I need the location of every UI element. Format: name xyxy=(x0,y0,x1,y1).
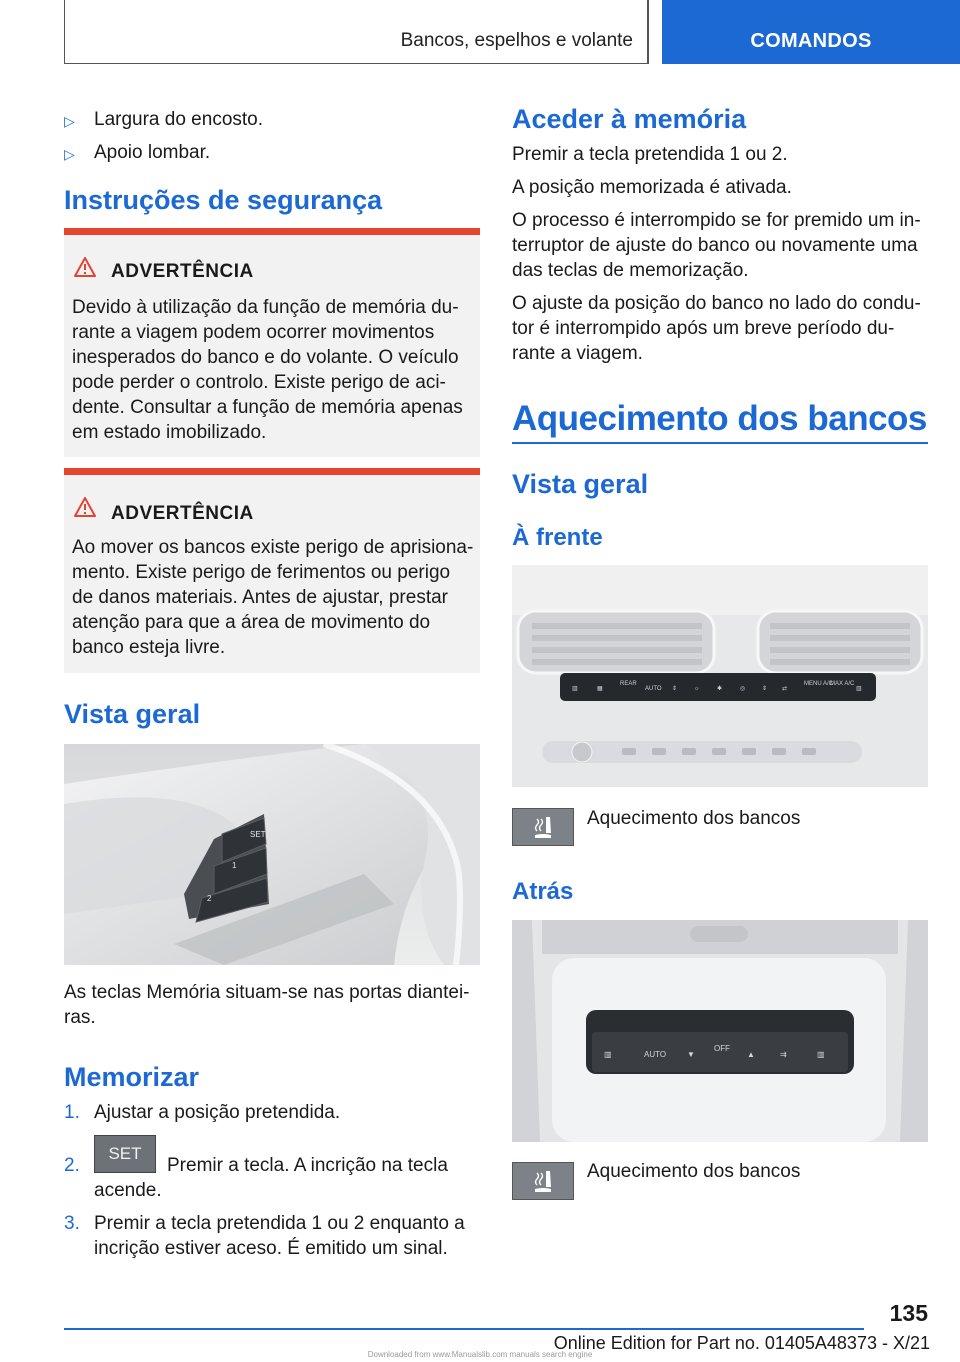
header-chapter-title: COMANDOS xyxy=(750,30,872,52)
door-memory-buttons-photo xyxy=(64,744,480,965)
warning-text: Devido à utilização da função de memória du- rante a viagem podem ocorrer movimentos inesperados do banco e do volante. O veículo pode perder o controlo. Existe perigo de aci- dente. Consultar a função de memória apenas em estado imobilizado. xyxy=(72,297,463,443)
warning-title: ADVERTÊNCIA xyxy=(111,503,254,524)
warning-box xyxy=(64,468,480,673)
warning-box xyxy=(64,228,480,457)
paragraph: Premir a tecla pretendida 1 ou 2. xyxy=(512,144,788,165)
edition-line: Online Edition for Part no. 01405A48373 - X/21 xyxy=(553,1333,930,1353)
svg-text:▥: ▥ xyxy=(817,1050,825,1059)
bullet-triangle-icon: ▷ xyxy=(64,146,75,162)
bullet-triangle-icon: ▷ xyxy=(64,113,75,129)
rear-panel-label-off: OFF xyxy=(714,1044,730,1053)
front-climate-panel-photo xyxy=(512,565,928,787)
rear-caption: Aquecimento dos bancos xyxy=(587,1161,801,1182)
page-number: 135 xyxy=(889,1300,928,1326)
paragraph: A posição memorizada é ativada. xyxy=(512,177,792,198)
door-button-1-label: 1 xyxy=(232,861,237,870)
header-section-title: Bancos, espelhos e volante xyxy=(400,30,633,51)
step-number: 2. xyxy=(64,1155,80,1176)
heading-rule xyxy=(512,442,928,444)
warning-triangle-icon xyxy=(74,257,96,277)
warning-text: Ao mover os bancos existe perigo de aprisiona- mento. Existe perigo de ferimentos ou perigo de danos materiais. Antes de ajustar, prestar atenção para que a área de movimento do banco esteja livre. xyxy=(72,537,474,658)
svg-text:▼: ▼ xyxy=(687,1050,695,1059)
svg-text:☼: ☼ xyxy=(694,686,700,692)
svg-text:▦: ▦ xyxy=(597,686,603,692)
step-number: 3. xyxy=(64,1213,80,1234)
door-button-set-label: SET xyxy=(250,830,266,839)
bullet-item xyxy=(64,107,484,132)
bullet-item xyxy=(64,140,484,165)
bullet-text: Apoio lombar. xyxy=(94,142,211,163)
svg-text:⇕: ⇕ xyxy=(762,686,768,692)
svg-text:▲: ▲ xyxy=(747,1050,755,1059)
paragraph: O processo é interrompido se for premido um in- terruptor de ajuste do banco ou novamente uma das teclas de memorização. xyxy=(512,210,921,281)
watermark: Downloaded from www.Manualslib.com manuals search engine xyxy=(367,1350,593,1359)
warning-triangle-icon xyxy=(74,497,96,517)
header-section-box xyxy=(64,0,649,64)
access-memory-heading: Aceder à memória xyxy=(512,104,747,134)
warning-title: ADVERTÊNCIA xyxy=(111,261,254,282)
rear-climate-panel-photo xyxy=(512,920,928,1142)
svg-text:▥: ▥ xyxy=(604,1050,612,1059)
rear-panel-label-auto: AUTO xyxy=(644,1050,667,1059)
bullet-text: Largura do encosto. xyxy=(94,109,264,130)
access-paragraphs xyxy=(512,142,932,366)
door-caption: As teclas Memória situam-se nas portas diantei- ras. xyxy=(64,982,470,1028)
rear-heading: Atrás xyxy=(512,878,574,905)
door-button-2-label: 2 xyxy=(207,894,212,903)
header-chapter-tab xyxy=(662,0,960,64)
footer-rule xyxy=(64,1328,864,1330)
step-item: 2. Premir a tecla. A incrição na tecla acende. xyxy=(64,1155,448,1201)
svg-text:▥: ▥ xyxy=(572,686,578,692)
svg-text:⇄: ⇄ xyxy=(782,686,788,692)
panel-label-max: MAX A/C xyxy=(830,681,855,687)
memorize-heading: Memorizar xyxy=(64,1062,200,1092)
front-caption: Aquecimento dos bancos xyxy=(587,808,801,829)
svg-text:⇉: ⇉ xyxy=(780,1050,787,1059)
overview-heading: Vista geral xyxy=(64,699,201,729)
svg-text:✱: ✱ xyxy=(717,686,723,692)
seat-heating-heading: Aquecimento dos bancos xyxy=(512,399,927,438)
svg-text:⇕: ⇕ xyxy=(672,686,678,692)
overview-heading-right: Vista geral xyxy=(512,469,649,499)
step-item: 3. Premir a tecla pretendida 1 ou 2 enquanto a incrição estiver aceso. É emitido um sinal. xyxy=(64,1213,465,1259)
panel-label-auto: AUTO xyxy=(645,686,662,692)
paragraph: O ajuste da posição do banco no lado do condu- tor é interrompido após um breve período du- rante a viagem. xyxy=(512,293,921,364)
safety-heading: Instruções de segurança xyxy=(64,185,383,215)
seat-heating-icon xyxy=(512,808,574,846)
svg-text:◎: ◎ xyxy=(740,686,746,692)
panel-label-menu: MENU A/C xyxy=(804,681,834,687)
seat-heating-icon xyxy=(512,1162,574,1200)
set-button-icon: SET xyxy=(94,1135,156,1173)
front-heading: À frente xyxy=(512,524,603,551)
step-number: 1. xyxy=(64,1102,80,1123)
panel-label-rear: REAR xyxy=(620,681,637,687)
step-item: 1. Ajustar a posição pretendida. xyxy=(64,1102,341,1123)
svg-text:▥: ▥ xyxy=(856,686,862,692)
